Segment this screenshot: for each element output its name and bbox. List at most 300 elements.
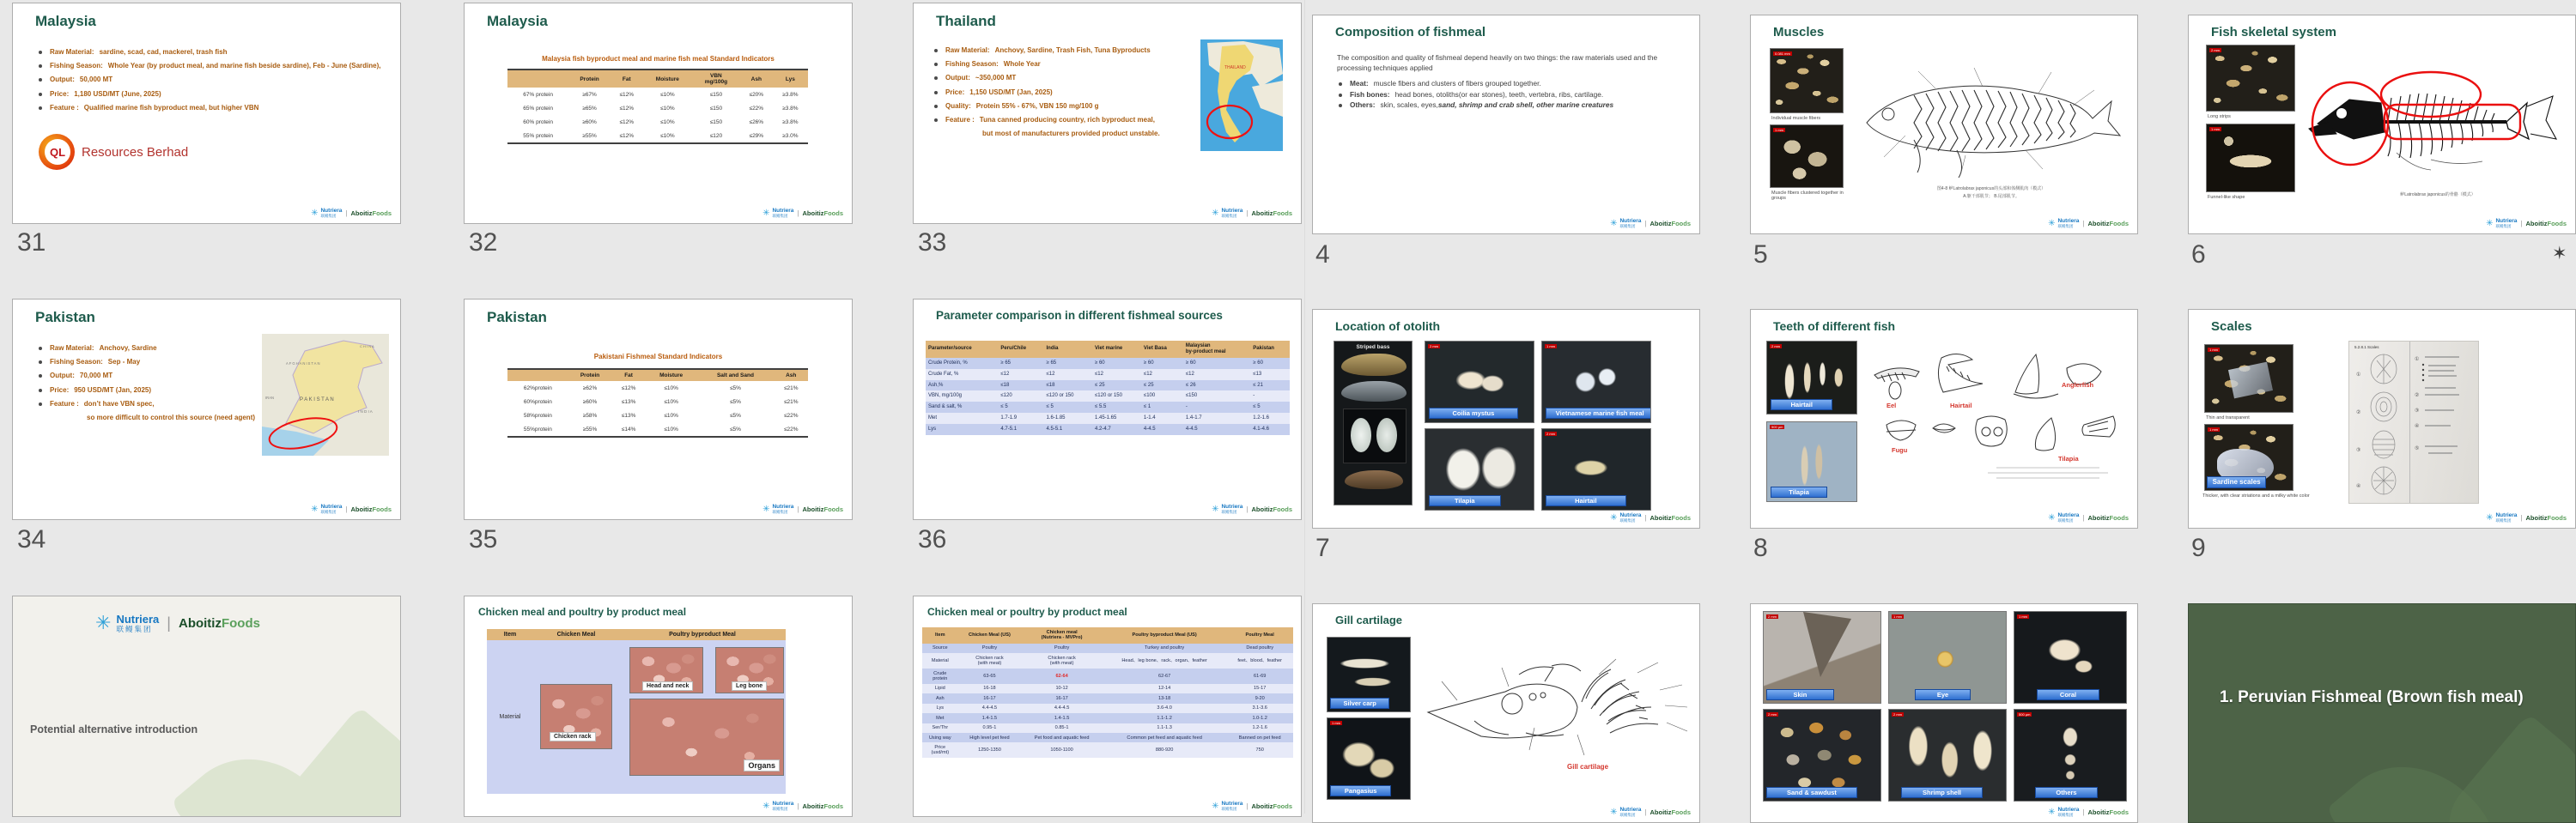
slide-thumbnail-6[interactable] — [2188, 15, 2576, 234]
table-cell: feet、blood、feather — [1226, 653, 1293, 669]
svg-text:Eel: Eel — [1886, 402, 1897, 409]
column-header: Protein — [568, 369, 612, 381]
table-cell: 63-65 — [958, 669, 1022, 684]
slide-number: 5 — [1753, 240, 1768, 269]
slide-number: 31 — [17, 228, 46, 257]
column-header: Moisture — [643, 70, 692, 88]
table-cell: High level pet feed — [958, 733, 1022, 742]
nutriera-aboitiz-logo — [311, 209, 392, 218]
table-cell: ≥55% — [582, 426, 598, 433]
brand-text: | — [1246, 505, 1249, 513]
poultry-comparison-table — [922, 627, 1293, 758]
standard-indicators-table — [507, 368, 808, 438]
table-cell: ≤12 — [998, 369, 1043, 380]
striped-bass-panel — [1334, 341, 1413, 505]
column-header: Viet marine — [1092, 341, 1141, 358]
nutriera-star-icon: ✳ — [311, 208, 319, 218]
tilapia-teeth-photo: 500 µm Tilapia — [1766, 421, 1857, 502]
table-cell: 4.7-5.1 — [998, 424, 1043, 435]
nutriera-star-icon: ✳ — [2048, 807, 2056, 817]
table-cell: VBN, mg/100g — [926, 390, 998, 402]
table-cell: 9-20 — [1226, 693, 1293, 703]
svg-text:②: ② — [2356, 410, 2361, 415]
nutriera-aboitiz-logo-large: ✳ Nutriera 联鳗集团 | AboitizFoods — [95, 612, 260, 634]
table-cell: ≤10% — [660, 132, 675, 139]
photo-caption: Individual muscle fibers — [1771, 116, 1821, 121]
others-photo: 500 µm Others — [2014, 709, 2127, 802]
svg-text:AFGHANISTAN: AFGHANISTAN — [286, 361, 321, 366]
nutriera-star-icon: ✳ — [95, 612, 112, 634]
svg-text:Fugu: Fugu — [1892, 446, 1908, 454]
table-cell: 4.4-4.5 — [1021, 704, 1103, 713]
table-cell: 3.1-3.6 — [1226, 704, 1293, 713]
slide-thumbnail-8[interactable] — [1750, 309, 2138, 529]
table-cell: 1.4-1.5 — [1021, 713, 1103, 723]
table-cell: ≤ 25 — [1141, 380, 1183, 391]
table-cell: ≤10% — [660, 118, 675, 125]
table-cell: ≤12% — [619, 132, 635, 139]
bullet-list — [39, 344, 262, 427]
nutriera-aboitiz-logo — [2486, 513, 2567, 523]
svg-text:P A K I S T A N: P A K I S T A N — [300, 397, 334, 402]
table-cell: 1.4-1.5 — [958, 713, 1022, 723]
table-cell: Met — [922, 713, 958, 723]
table-cell: ≥ 65 — [1043, 358, 1092, 369]
slide-thumbnail-4[interactable] — [1312, 15, 1700, 234]
brand-text: AboitizFoods — [1649, 808, 1691, 816]
photo-label: Sardine scales — [2207, 476, 2266, 488]
slide-title: Pakistan — [487, 309, 547, 325]
figure-caption: 图4-8 鲈Latrolabrax japonicus的头部和体侧肌肉（模式） — [1936, 186, 2046, 191]
column-header: Poultry Meal — [1226, 627, 1293, 644]
brand-text: AboitizFoods — [2087, 514, 2129, 522]
brand-text: Nutriera 联鳗集团 — [1221, 801, 1243, 811]
photo-label: Tilapia — [1429, 495, 1501, 506]
brand-text: Nutriera 联鳗集团 — [2057, 807, 2080, 817]
table-cell: ≤120 — [998, 390, 1043, 402]
table-cell: 16-17 — [958, 693, 1022, 703]
coral-photo: 1 mm Coral — [2014, 611, 2127, 704]
slide-thumbnail-7[interactable] — [1312, 309, 1700, 529]
table-cell: Chicken rack (with meat) — [958, 653, 1022, 669]
table-cell: ≥67% — [582, 91, 597, 98]
fish-muscle-diagram — [1854, 54, 2124, 183]
table-cell: 60%protein — [523, 398, 552, 405]
photo-caption: Funnel-like shape — [2208, 195, 2245, 200]
table-cell: 3.6-4.0 — [1103, 704, 1226, 713]
nutriera-aboitiz-logo — [311, 505, 392, 514]
slide-thumbnail-36[interactable] — [913, 299, 1302, 520]
table-cell: ≥ 60 — [1183, 358, 1250, 369]
photo-label: Pangasius — [1330, 785, 1391, 796]
brand-text: Nutriera 联鳗集团 — [320, 504, 343, 514]
slide-thumbnail-9[interactable] — [2188, 309, 2576, 529]
column-header: Malaysian by-product meal — [1183, 341, 1250, 358]
brand-text: Nutriera 联鳗集团 — [2057, 512, 2080, 523]
table-cell: ≥62% — [582, 384, 598, 391]
brand-text: | — [2520, 220, 2523, 227]
brand-text: | — [345, 505, 348, 513]
nutriera-star-icon: ✳ — [762, 504, 770, 514]
column-header: Lys — [773, 70, 808, 88]
table-cell: ≥ 65 — [998, 358, 1043, 369]
nutriera-star-icon: ✳ — [1212, 504, 1219, 514]
bullet-item: Fishing Season: Whole Year (by product meal, and marine fish beside sardine), Feb - June (Sardine), — [39, 62, 392, 70]
section-heading: Potential alternative introduction — [30, 723, 198, 735]
slide-thumbnail-chicken-materials[interactable] — [464, 596, 853, 817]
nutriera-aboitiz-logo — [1212, 802, 1292, 811]
bullet-item: so more difficult to control this source (need agent) — [87, 413, 256, 421]
table-cell: ≤120 — [709, 132, 723, 139]
brand-text: | — [2082, 808, 2085, 816]
table-cell: ≤22% — [749, 105, 764, 112]
column-header — [507, 369, 568, 381]
brand-text: Nutriera 联鳗集团 — [1619, 218, 1642, 228]
table-cell: 13-18 — [1103, 693, 1226, 703]
bullet-item: Output: ~350,000 MT — [934, 74, 1192, 82]
nutriera-star-icon: ✳ — [1212, 801, 1219, 811]
table-cell: ≤150 — [709, 105, 723, 112]
bullet-list — [1339, 80, 1682, 112]
svg-text:IRAN: IRAN — [265, 396, 275, 400]
otolith-photo: 2 mm Hairtail — [1541, 428, 1651, 511]
chicken-rack-photo — [540, 684, 612, 749]
column-header: Poultry byproduct Meal — [619, 629, 786, 640]
column-header: Peru/Chile — [998, 341, 1043, 358]
slide-number: 35 — [469, 525, 498, 554]
column-header: Chicken meal (Nutriera - MVPro) — [1021, 627, 1103, 644]
nutriera-star-icon: ✳ — [762, 801, 770, 811]
table-cell: Pet food and aquatic feed — [1021, 733, 1103, 742]
nutriera-aboitiz-logo — [2048, 219, 2129, 228]
pakistan-map — [262, 334, 389, 456]
ql-logo-wordmark: Resources Berhad — [82, 145, 189, 160]
slide-thumbnail-other-components[interactable] — [1750, 603, 2138, 823]
table-cell: 0.95-1 — [958, 723, 1022, 733]
brand-text: AboitizFoods — [1251, 505, 1292, 513]
nutriera-star-icon: ✳ — [1610, 512, 1618, 523]
table-cell: Sand & salt, % — [926, 402, 998, 413]
table-cell: Dead poultry — [1226, 644, 1293, 653]
bullet-item: Output: 70,000 MT — [39, 372, 262, 379]
slide-title: Muscles — [1773, 25, 1825, 39]
slide-thumbnail-33[interactable] — [913, 3, 1302, 224]
svg-text:Anglerfish: Anglerfish — [2062, 381, 2094, 389]
table-cell: Poultry — [1021, 644, 1103, 653]
photo-label: Others — [2035, 787, 2098, 798]
table-cell: ≤12% — [619, 91, 635, 98]
svg-text:⑤: ⑤ — [2415, 446, 2420, 451]
table-cell: Using way — [922, 733, 958, 742]
slide-title: Chicken meal or poultry by product meal — [927, 606, 1127, 618]
photo-label: Eye — [1915, 689, 1971, 700]
table-cell: 4.4-4.5 — [958, 704, 1022, 713]
head-neck-photo — [629, 647, 703, 693]
photo-caption: Thicker, with clear striations and a milky white color — [2202, 493, 2310, 499]
table-cell: Poultry — [958, 644, 1022, 653]
column-header: Ash — [740, 70, 773, 88]
table-cell: 55% protein — [523, 132, 553, 139]
table-cell: Crude protein — [922, 669, 958, 684]
column-header: Chicken Meal — [533, 629, 619, 640]
nutriera-aboitiz-logo — [1610, 219, 1691, 228]
table-cell: ≤ 5.5 — [1092, 402, 1141, 413]
column-header: Protein — [568, 70, 611, 88]
photo-label: Head and neck — [642, 681, 693, 691]
nutriera-aboitiz-logo — [2048, 808, 2129, 817]
table-cell: 62%protein — [523, 384, 552, 391]
brand-text: AboitizFoods — [1649, 220, 1691, 227]
table-cell: ≤ 1 — [1141, 402, 1183, 413]
table-cell: ≥ 60 — [1141, 358, 1183, 369]
table-cell: 62-67 — [1103, 669, 1226, 684]
hairtail-teeth-photo: 2 mm Hairtail — [1766, 341, 1857, 415]
brand-text: AboitizFoods — [350, 505, 392, 513]
column-header — [507, 70, 568, 88]
table-caption: Pakistani Fishmeal Standard Indicators — [593, 353, 723, 360]
brand-text: AboitizFoods — [802, 802, 843, 810]
table-cell: Material — [922, 653, 958, 669]
table-cell: ≥3.8% — [782, 91, 799, 98]
skin-photo: 2 mm Skin — [1763, 611, 1881, 704]
eye-photo: 1 mm Eye — [1888, 611, 2007, 704]
otolith-photo: 2 mm Coilia mystus — [1425, 341, 1534, 423]
table-cell: ≥3.0% — [782, 132, 799, 139]
brand-text: | — [797, 802, 799, 810]
slide-thumbnail-32[interactable] — [464, 3, 853, 224]
table-cell: 750 — [1226, 742, 1293, 758]
brand-text: | — [2082, 220, 2085, 227]
slide-number: 36 — [918, 525, 947, 554]
table-cell: Lys — [926, 424, 998, 435]
table-cell: ≤18 — [998, 380, 1043, 391]
nutriera-aboitiz-logo — [2048, 513, 2129, 523]
brand-text: AboitizFoods — [802, 505, 843, 513]
table-cell: ≤120 or 150 — [1043, 390, 1092, 402]
brand-text: | — [797, 505, 799, 513]
bullet-item: Raw Material: Anchovy, Sardine — [39, 344, 262, 352]
table-cell: 1.6-1.85 — [1043, 413, 1092, 424]
thailand-map — [1200, 39, 1283, 151]
bullet-item: Quality: Protein 55% - 67%, VBN 150 mg/100 g — [934, 102, 1192, 110]
photo-caption: Thin and transparent — [2206, 415, 2250, 421]
bullet-item: Feature : Tuna canned producing country, rich byproduct meal, — [934, 116, 1192, 124]
table-cell: ≤21% — [783, 398, 799, 405]
column-header: Viet Basa — [1141, 341, 1183, 358]
leg-bone-photo — [715, 647, 784, 693]
table-cell: 58%protein — [523, 412, 552, 419]
slide-thumbnail-5[interactable] — [1750, 15, 2138, 234]
scales-book-page: 5.2.8.1 Scales ① ② ③ ④ ① ② ③ ④ ⑤ — [2348, 341, 2479, 504]
slide-title: Location of otolith — [1335, 319, 1441, 333]
table-cell: 1.45-1.65 — [1092, 413, 1141, 424]
table-cell: ≥58% — [582, 412, 598, 419]
table-cell: 12-14 — [1103, 684, 1226, 693]
slide-title: Gill cartilage — [1335, 614, 1403, 626]
photo-label: Tilapia — [1771, 487, 1827, 498]
brand-text: Nutriera 联鳗集团 — [1221, 504, 1243, 514]
column-header: Poultry byproduct Meal (US) — [1103, 627, 1226, 644]
svg-text:Hairtail: Hairtail — [1950, 402, 1972, 409]
slide-number: 34 — [17, 525, 46, 554]
brand-text: AboitizFoods — [2525, 514, 2567, 522]
brand-text: AboitizFoods — [2525, 220, 2567, 227]
nutriera-aboitiz-logo — [762, 802, 843, 811]
bullet-item: Feature : don’t have VBN spec, — [39, 400, 262, 408]
nutriera-star-icon: ✳ — [1212, 208, 1219, 218]
brand-text: Nutriera 联鳗集团 — [1221, 208, 1243, 218]
nutriera-star-icon: ✳ — [2486, 512, 2494, 523]
row-label: Material — [487, 640, 533, 794]
ql-logo-text: QL — [45, 139, 70, 165]
table-cell: ≤100 — [1141, 390, 1183, 402]
brand-text: AboitizFoods — [1649, 514, 1691, 522]
slide-thumbnail-gill-cartilage[interactable] — [1312, 603, 1700, 823]
slide-thumbnail-35[interactable] — [464, 299, 853, 520]
table-cell: 4.1-4.6 — [1250, 424, 1290, 435]
table-cell: ≤13% — [621, 412, 636, 419]
svg-text:Gill cartilage: Gill cartilage — [1567, 763, 1609, 771]
table-cell: Ash — [922, 693, 958, 703]
slide-thumbnail-section-intro[interactable] — [12, 596, 401, 817]
brand-text: | — [1644, 220, 1647, 227]
slide-number: 7 — [1315, 534, 1330, 562]
nutriera-star-icon: ✳ — [2486, 218, 2494, 228]
intro-text: The composition and quality of fishmeal depend heavily on two things: the raw materials used and the processing techniques applied — [1337, 53, 1658, 72]
pangasius-photo: 1 mm Pangasius — [1327, 717, 1411, 800]
photo-caption: Muscle fibers clustered together in groups — [1771, 191, 1844, 201]
fish-skeleton-diagram — [2302, 50, 2567, 187]
bullet-item: Meat: muscle fibers and clusters of fibers grouped together. — [1339, 80, 1682, 88]
slide-title: Chicken meal and poultry by product meal — [478, 606, 687, 618]
photo-caption: Long strips — [2208, 114, 2231, 119]
photo-label: Sand & sawdust — [1766, 787, 1857, 798]
slide-title: Parameter comparison in different fishmeal sources — [936, 309, 1223, 322]
svg-text:④: ④ — [2356, 484, 2361, 489]
organs-photo — [629, 699, 784, 776]
table-cell: ≤21% — [783, 384, 799, 391]
table-cell: Lipid — [922, 684, 958, 693]
table-cell: ≤150 — [709, 91, 723, 98]
slide-title: Pakistan — [35, 309, 95, 325]
table-cell: ≤ 5 — [1250, 402, 1290, 413]
table-cell: ≤150 — [709, 118, 723, 125]
data-table — [926, 341, 1290, 435]
table-cell: ≥65% — [582, 105, 597, 112]
slide-number: 33 — [918, 228, 947, 257]
svg-text:①: ① — [2356, 372, 2361, 378]
nutriera-aboitiz-logo — [1212, 505, 1292, 514]
brand-text: | — [2520, 514, 2523, 522]
section-heading: 1. Peruvian Fishmeal (Brown fish meal) — [2220, 688, 2524, 706]
panel-title: Striped bass — [1356, 344, 1390, 350]
bullet-list — [39, 48, 392, 118]
table-cell: ≤10% — [664, 398, 678, 405]
bullet-item: Raw Material: sardine, scad, cad, mackerel, trash fish — [39, 48, 392, 56]
brand-text: | — [1644, 514, 1647, 522]
muscle-clusters-photo: 1 mm — [1770, 124, 1844, 188]
column-header: Salt and Sand — [696, 369, 774, 381]
animation-star-icon[interactable]: ✶ — [2552, 244, 2567, 263]
brand-text: Nutriera 联鳗集团 — [1619, 512, 1642, 523]
table-cell: Crude Fat, % — [926, 369, 998, 380]
table-cell: 55%protein — [523, 426, 552, 433]
table-cell: 4-4.5 — [1141, 424, 1183, 435]
brand-text: AboitizFoods — [802, 209, 843, 217]
table-cell: 1-1.4 — [1141, 413, 1183, 424]
table-cell: ≤10% — [664, 384, 678, 391]
svg-text:③: ③ — [2356, 448, 2361, 453]
slide-thumbnail-peruvian-section[interactable] — [2188, 603, 2576, 823]
standard-indicators-table — [507, 69, 808, 144]
table-cell: ≥ 60 — [1250, 358, 1290, 369]
table-cell: ≤5% — [729, 384, 741, 391]
table-cell: ≥ 60 — [1092, 358, 1141, 369]
photo-label: Hairtail — [1771, 399, 1832, 410]
slide-number: 6 — [2191, 240, 2206, 269]
table-cell: ≤10% — [660, 105, 675, 112]
table-cell: 67% protein — [523, 91, 553, 98]
table-cell: ≤20% — [749, 91, 764, 98]
slide-thumbnail-chicken-table[interactable] — [913, 596, 1302, 817]
brand-text: Nutriera 联鳗集团 — [320, 208, 343, 218]
brand-text: | — [1644, 808, 1647, 816]
slide-number: 8 — [1753, 534, 1768, 562]
slide-title: Malaysia — [35, 13, 96, 29]
table-cell: 1.2-1.6 — [1250, 413, 1290, 424]
slide-thumbnail-34[interactable] — [12, 299, 401, 520]
photo-label: Silver carp — [1330, 698, 1389, 709]
table-cell: ≤ 5 — [1043, 402, 1092, 413]
bullet-list — [934, 46, 1192, 143]
nutriera-aboitiz-logo — [762, 505, 843, 514]
table-cell: 1.0-1.2 — [1226, 713, 1293, 723]
table-cell: 1.4-1.7 — [1183, 413, 1250, 424]
table-cell: Chicken rack (with meat) — [1021, 653, 1103, 669]
bullet-item: Price: 950 USD/MT (Jan, 2025) — [39, 386, 262, 394]
photo-label: Skin — [1766, 689, 1834, 700]
table-cell: 65% protein — [523, 105, 553, 112]
photo-label: Organs — [744, 759, 780, 772]
data-table — [507, 69, 808, 144]
column-header: Item — [487, 629, 533, 640]
table-cell: 1.1-1.2 — [1103, 713, 1226, 723]
table-cell: Ash,% — [926, 380, 998, 391]
teeth-diagrams — [1868, 346, 2127, 483]
photo-label: Shrimp shell — [1901, 787, 1983, 798]
table-cell: ≥3.8% — [782, 105, 799, 112]
slide-thumbnail-31[interactable] — [12, 3, 401, 224]
table-cell: 16-18 — [958, 684, 1022, 693]
column-header: Fat — [611, 70, 643, 88]
table-cell: 10-12 — [1021, 684, 1103, 693]
table-cell: Banned on pet feed — [1226, 733, 1293, 742]
table-cell: ≤22% — [783, 412, 799, 419]
column-header: India — [1043, 341, 1092, 358]
column-header: VBN mg/100g — [692, 70, 740, 88]
bullet-item: Raw Material: Anchovy, Sardine, Trash Fish, Tuna Byproducts — [934, 46, 1192, 54]
brand-text: Nutriera 联鳗集团 — [2495, 218, 2518, 228]
brand-text: | — [797, 209, 799, 217]
svg-text:I N D I A: I N D I A — [358, 409, 373, 414]
table-cell: ≤10% — [664, 426, 678, 433]
brand-text: AboitizFoods — [1251, 209, 1292, 217]
table-cell: ≥55% — [582, 132, 597, 139]
bullet-item: Fish bones: head bones, otoliths(or ear stones), teeth, vertebra, ribs, cartilage. — [1339, 91, 1682, 100]
photo-label: Vietnamese marine fish meal — [1546, 408, 1651, 419]
column-header: Item — [922, 627, 958, 644]
column-header: Moisture — [646, 369, 697, 381]
